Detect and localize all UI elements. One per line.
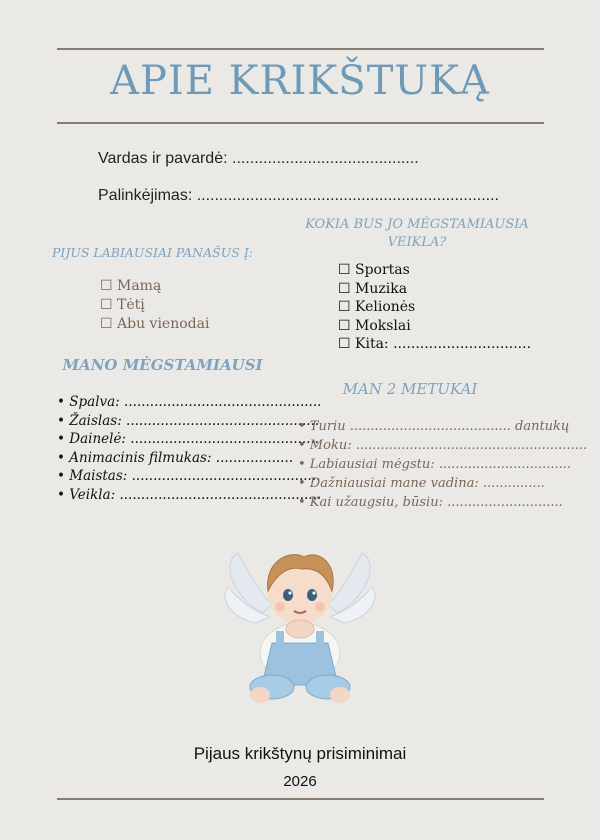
option-muzika[interactable]: ☐ Muzika — [338, 280, 408, 297]
activity-heading-line1: KOKIA BUS JO MĖGSTAMIAUSIA — [305, 217, 529, 232]
favorite-activity: • Veikla: ............................................... — [57, 486, 322, 503]
age2-likes: • Labiausiai mėgstu: ................................ — [298, 457, 572, 472]
top-rule — [57, 48, 544, 50]
activity-options — [338, 261, 531, 354]
age2-heading: MAN 2 METUKAI — [342, 380, 478, 398]
favorite-song: • Dainelė: ............................................ — [57, 431, 320, 448]
angel-baby-illustration — [220, 535, 380, 710]
favorites-list — [57, 393, 321, 505]
option-keliones[interactable]: ☐ Kelionės — [338, 299, 416, 315]
option-abu[interactable]: ☐ Abu vienodai — [100, 316, 210, 332]
age2-teeth: • Turiu ....................................... dantukų — [298, 419, 570, 434]
favorite-toy: • Žaislas: ............................................. — [57, 412, 320, 429]
activity-heading-line2: VEIKLA? — [387, 235, 447, 250]
page-title: APIE KRIKŠTUKĄ — [110, 58, 490, 104]
option-mokslai[interactable]: ☐ Mokslai — [338, 317, 411, 334]
resemblance-options — [100, 277, 209, 334]
name-line: Vardas ir pavardė: .......................................... — [98, 150, 419, 167]
footer-caption: Pijaus krikštynų prisiminimai — [193, 744, 407, 763]
favorite-cartoon: • Animacinis filmukas: .................. — [57, 449, 294, 466]
footer-year: 2026 — [283, 773, 317, 790]
age2-nickname: • Dažniausiai mane vadina: ............... — [298, 476, 545, 491]
favorites-heading: MANO MĖGSTAMIAUSI — [62, 356, 263, 374]
option-mama[interactable]: ☐ Mamą — [100, 278, 162, 294]
option-sportas[interactable]: ☐ Sportas — [338, 262, 410, 278]
favorite-color: • Spalva: .............................................. — [57, 394, 322, 410]
option-kita[interactable]: ☐ Kita: ............................... — [338, 336, 532, 352]
activity-heading — [282, 216, 552, 252]
age2-future: • Kai užaugsiu, būsiu: ............................ — [298, 495, 563, 510]
option-tetis[interactable]: ☐ Tėtį — [100, 297, 145, 313]
favorite-food: • Maistas: ............................................ — [57, 468, 321, 485]
wish-line: Palinkėjimas: .................................................................... — [98, 187, 499, 204]
age2-list — [298, 417, 587, 512]
bottom-rule — [57, 798, 544, 800]
title-rule — [57, 122, 544, 124]
age2-skills: • Moku: ........................................................ — [298, 438, 588, 453]
resemblance-heading: PIJUS LABIAUSIAI PANAŠUS Į: — [52, 245, 253, 260]
